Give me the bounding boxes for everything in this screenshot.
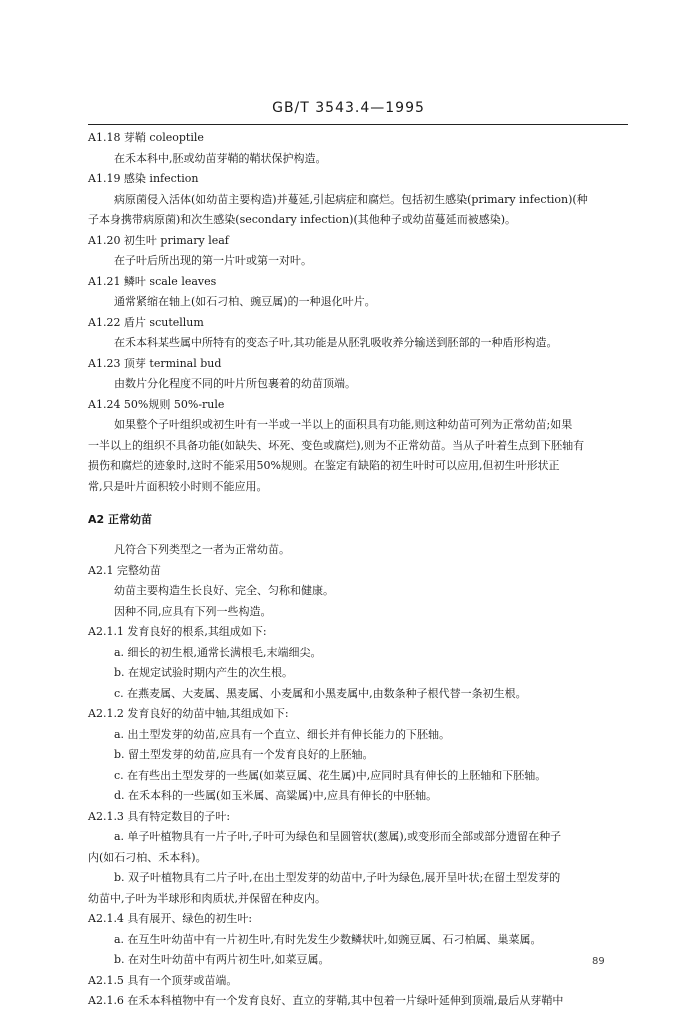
text-line: A2.1.4 具有展开、绿色的初生叶: — [88, 912, 253, 925]
text-line: A2.1.6 在禾本科植物中有一个发育良好、直立的芽鞘,其中包着一片绿叶延伸到顶端,最后从芽鞘中 — [88, 994, 564, 1007]
page-header-standard-number: GB/T 3543.4—1995 — [272, 100, 425, 116]
text-line: a. 细长的初生根,通常长满根毛,末端细尖。 — [114, 646, 322, 659]
text-line: 幼苗主要构造生长良好、完全、匀称和健康。 — [114, 584, 334, 597]
text-line: A2.1.5 具有一个顶芽或苗端。 — [88, 974, 238, 987]
text-line: A2.1 完整幼苗 — [88, 564, 161, 577]
text-line: A1.23 顶芽 terminal bud — [88, 357, 222, 370]
text-line: A2.1.3 具有特定数目的子叶: — [88, 810, 231, 823]
text-line: b. 在规定试验时期内产生的次生根。 — [114, 666, 294, 679]
header-rule — [88, 124, 628, 125]
text-line: c. 在燕麦属、大麦属、黑麦属、小麦属和小黑麦属中,由数条种子根代替一条初生根。 — [114, 687, 527, 700]
text-line: 凡符合下列类型之一者为正常幼苗。 — [114, 543, 290, 556]
text-line: a. 单子叶植物具有一片子叶,子叶可为绿色和呈圆管状(葱属),或变形而全部或部分遗留在种子 — [114, 830, 562, 843]
text-line: A1.18 芽鞘 coleoptile — [88, 131, 204, 144]
text-line: 幼苗中,子叶为半球形和肉质状,并保留在种皮内。 — [88, 892, 326, 905]
text-line: d. 在禾本科的一些属(如玉米属、高粱属)中,应具有伸长的中胚轴。 — [114, 789, 438, 802]
text-line: A1.24 50%规则 50%-rule — [88, 398, 225, 411]
text-line: A2.1.2 发育良好的幼苗中轴,其组成如下: — [88, 707, 289, 720]
text-line: A1.20 初生叶 primary leaf — [88, 234, 229, 247]
text-line: 内(如石刁柏、禾本科)。 — [88, 851, 207, 864]
text-line: A1.21 鳞叶 scale leaves — [88, 275, 217, 288]
text-line: b. 在对生叶幼苗中有两片初生叶,如菜豆属。 — [114, 953, 330, 966]
text-line: 通常紧缩在轴上(如石刁柏、豌豆属)的一种退化叶片。 — [114, 295, 376, 308]
text-line: A1.19 感染 infection — [88, 172, 199, 185]
text-line: 病原菌侵入活体(如幼苗主要构造)并蔓延,引起病症和腐烂。包括初生感染(primary infection)(种 — [114, 193, 588, 206]
text-line: 因种不同,应具有下列一些构造。 — [114, 605, 272, 618]
text-line: 损伤和腐烂的迹象时,这时不能采用50%规则。在鉴定有缺陷的初生叶时可以应用,但初生叶形状正 — [88, 459, 560, 472]
text-line: 在禾本科中,胚或幼苗芽鞘的鞘状保护构造。 — [114, 152, 327, 165]
text-line: a. 出土型发芽的幼苗,应具有一个直立、细长并有伸长能力的下胚轴。 — [114, 728, 451, 741]
text-line: A1.22 盾片 scutellum — [88, 316, 204, 329]
text-line: 在子叶后所出现的第一片叶或第一对叶。 — [114, 254, 312, 267]
text-line: 如果整个子叶组织或初生叶有一半或一半以上的面积具有功能,则这种幼苗可列为正常幼苗;如果 — [114, 418, 573, 431]
text-line: 一半以上的组织不具备功能(如缺失、坏死、变色或腐烂),则为不正常幼苗。当从子叶着生点到下胚轴有 — [88, 439, 585, 452]
text-line: A2.1.1 发育良好的根系,其组成如下: — [88, 625, 267, 638]
text-line: 由数片分化程度不同的叶片所包裹着的幼苗顶端。 — [114, 377, 356, 390]
text-line: b. 留土型发芽的幼苗,应具有一个发育良好的上胚轴。 — [114, 748, 374, 761]
text-line: c. 在有些出土型发芽的一些属(如菜豆属、花生属)中,应同时具有伸长的上胚轴和下胚轴。 — [114, 769, 547, 782]
text-line: 常,只是叶片面积较小时则不能应用。 — [88, 480, 268, 493]
text-line: a. 在互生叶幼苗中有一片初生叶,有时先发生少数鳞状叶,如豌豆属、石刁柏属、巢菜属。 — [114, 933, 542, 946]
page-number: 89 — [592, 956, 605, 967]
text-line: 子本身携带病原菌)和次生感染(secondary infection)(其他种子或幼苗蔓延而被感染)。 — [88, 213, 517, 226]
text-line: 在禾本科某些属中所特有的变态子叶,其功能是从胚乳吸收养分输送到胚部的一种盾形构造。 — [114, 336, 558, 349]
section-heading: A2 正常幼苗 — [88, 513, 152, 526]
text-line: b. 双子叶植物具有二片子叶,在出土型发芽的幼苗中,子叶为绿色,展开呈叶状;在留土型发芽的 — [114, 871, 561, 884]
